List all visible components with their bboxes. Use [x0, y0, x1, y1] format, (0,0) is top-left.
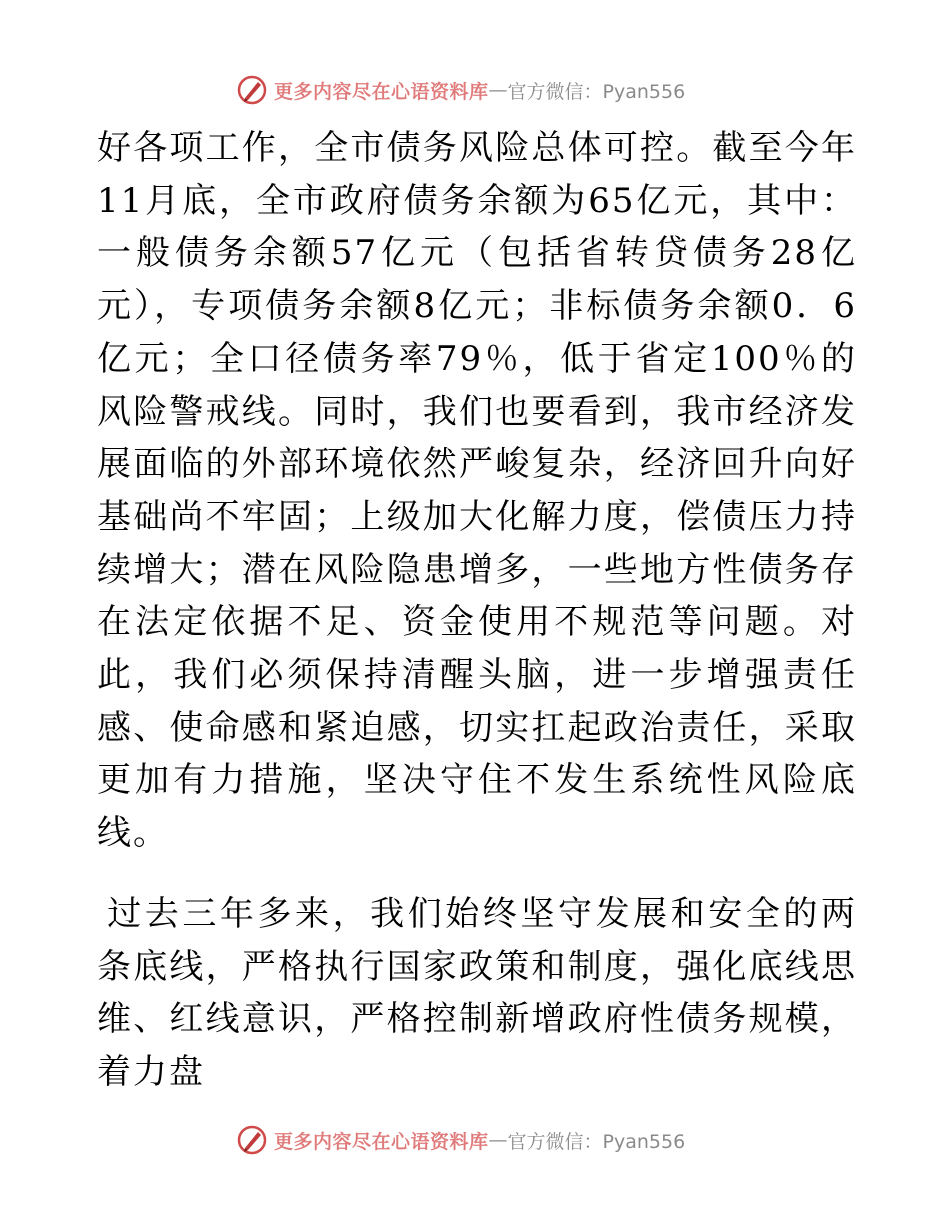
- body-paragraph: 好各项工作，全市债务风险总体可控。截至今年11月底，全市政府债务余额为65亿元，其中：一般债务余额57亿元（包括省转贷债务28亿元），专项债务余额8亿元；非标债务余额0．6亿元；全口径债务率79％，低于省定100％的风险警戒线。同时，我们也要看到，我市经济发展面临的外部环境依然严峻复杂，经济回升向好基础尚不牢固；上级加大化解力度，偿债压力持续增大；潜在风险隐患增多，一些地方性债务存在法定依据不足、资金使用不规范等问题。对此，我们必须保持清醒头脑，进一步增强责任感、使命感和紧迫感，切实扛起政治责任，采取更加有力措施，坚决守住不发生系统性风险底线。: [97, 128, 857, 854]
- header-watermark: [236, 73, 685, 107]
- pen-logo-icon: [236, 1124, 268, 1156]
- watermark-separator: —: [488, 1129, 508, 1151]
- watermark-separator: —: [488, 79, 508, 101]
- watermark-text: 更多内容尽在心语资料库: [274, 1130, 489, 1153]
- footer-watermark: [236, 1123, 685, 1157]
- watermark-contact: 官方微信：Pyan556: [507, 1130, 686, 1153]
- pen-logo-icon: [236, 74, 268, 106]
- watermark-text: 更多内容尽在心语资料库: [274, 80, 489, 103]
- body-paragraph: 过去三年多来，我们始终坚守发展和安全的两条底线，严格执行国家政策和制度，强化底线思维、红线意识，严格控制新增政府性债务规模，着力盘: [97, 893, 857, 1092]
- document-body: [97, 122, 857, 1099]
- watermark-contact: 官方微信：Pyan556: [507, 80, 686, 103]
